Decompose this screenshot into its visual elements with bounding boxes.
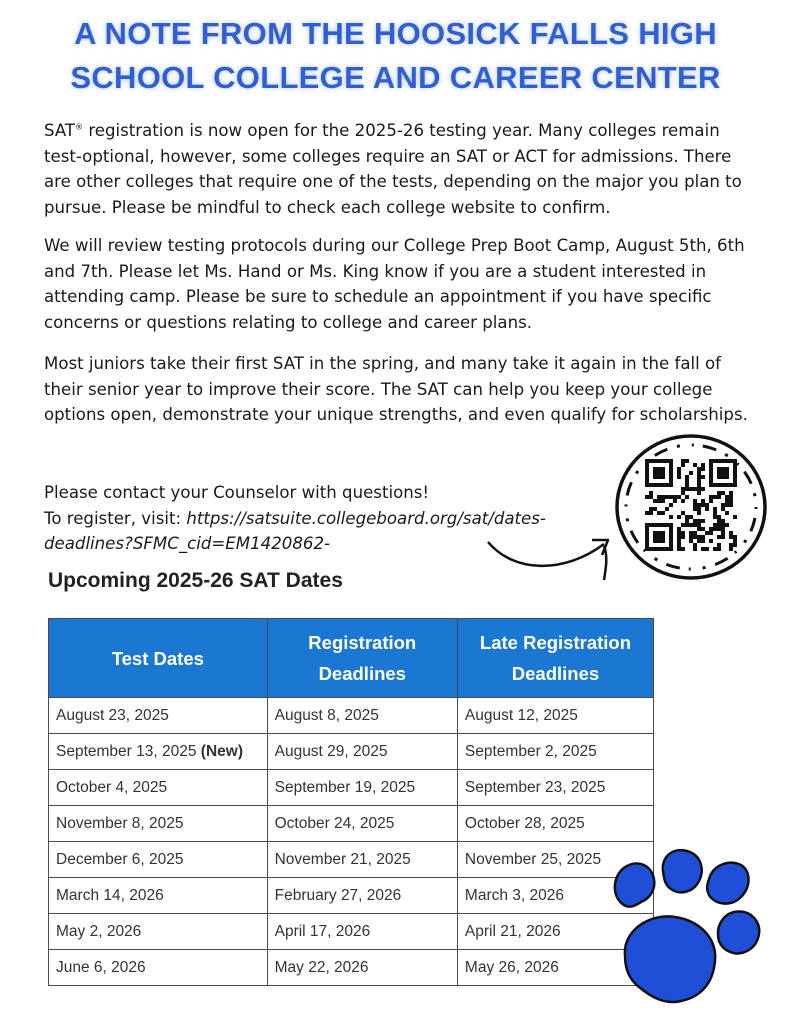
- sat-dates-table: [48, 618, 654, 986]
- test-date-cell: August 23, 2025: [49, 698, 268, 734]
- test-date-text: September 13, 2025: [56, 742, 197, 760]
- registration-deadline-cell: May 22, 2026: [267, 950, 457, 986]
- table-row: [49, 770, 654, 806]
- late-deadline-cell: October 28, 2025: [457, 806, 653, 842]
- boot-camp-paragraph: We will review testing protocols during our College Prep Boot Camp, August 5th, 6th and 7th. Please let Ms. Hand or Ms. King know if you are a student interested in attending camp. Please be sure to schedule an appointment if you have specific concerns or questions relating to college and career plans.: [44, 236, 745, 332]
- late-deadline-cell: November 25, 2025: [457, 842, 653, 878]
- table-row: [49, 698, 654, 734]
- header-registration-line1: Registration: [308, 632, 417, 653]
- sat-registration-paragraph: [44, 118, 749, 220]
- paw-print-icon: [605, 847, 765, 1012]
- late-deadline-cell: August 12, 2025: [457, 698, 653, 734]
- table-row: [49, 914, 654, 950]
- juniors-paragraph: Most juniors take their first SAT in the spring, and many take it again in the fall of their senior year to improve their score. The SAT can help you keep your college options open, demonstrate your unique strengths, and even qualify for scholarships.: [44, 354, 748, 424]
- register-link[interactable]: https://satsuite.collegeboard.org/sat/dates-deadlines?SFMC_cid=EM1420862-: [44, 508, 546, 553]
- table-row: [49, 878, 654, 914]
- sat-registration-text: registration is now open for the 2025-26 testing year. Many colleges remain test-optional, however, some colleges require an SAT or ACT for admissions. There are other colleges that require one of the tests, depending on the major you plan to pursue. Please be mindful to check each college website to confirm.: [44, 121, 742, 217]
- header-registration-deadlines: [267, 619, 457, 698]
- header-late-line1: Late Registration: [479, 632, 632, 653]
- registration-deadline-cell: February 27, 2026: [267, 878, 457, 914]
- title-line-1: A NOTE FROM THE HOOSICK FALLS HIGH: [74, 16, 717, 51]
- header-registration-line2: Deadlines: [318, 663, 406, 684]
- qr-code-badge[interactable]: [612, 432, 770, 582]
- table-row: [49, 734, 654, 770]
- registration-deadline-cell: October 24, 2025: [267, 806, 457, 842]
- test-date-cell: [49, 734, 268, 770]
- contact-text: Please contact your Counselor with questions!: [44, 483, 430, 502]
- header-test-dates: Test Dates: [49, 619, 268, 698]
- page-title: [0, 12, 791, 100]
- registration-deadline-cell: August 8, 2025: [267, 698, 457, 734]
- table-title: Upcoming 2025-26 SAT Dates: [48, 569, 343, 592]
- late-deadline-cell: April 21, 2026: [457, 914, 653, 950]
- test-date-cell: June 6, 2026: [49, 950, 268, 986]
- late-deadline-cell: September 2, 2025: [457, 734, 653, 770]
- late-deadline-cell: March 3, 2026: [457, 878, 653, 914]
- table-row: [49, 842, 654, 878]
- header-late-registration-deadlines: [457, 619, 653, 698]
- register-text: To register, visit:: [44, 508, 187, 528]
- registered-mark: ®: [75, 122, 84, 132]
- header-late-line2: Deadlines: [511, 663, 600, 684]
- sat-word: SAT: [44, 121, 76, 140]
- table-row: [49, 950, 654, 986]
- test-date-cell: November 8, 2025: [49, 806, 268, 842]
- registration-deadline-cell: April 17, 2026: [267, 914, 457, 950]
- title-line-2: SCHOOL COLLEGE AND CAREER CENTER: [70, 60, 721, 95]
- test-date-cell: December 6, 2025: [49, 842, 268, 878]
- curved-arrow-icon: [484, 528, 614, 586]
- test-date-cell: March 14, 2026: [49, 878, 268, 914]
- test-date-cell: October 4, 2025: [49, 770, 268, 806]
- registration-deadline-cell: August 29, 2025: [267, 734, 457, 770]
- new-tag: (New): [200, 742, 243, 760]
- late-deadline-cell: May 26, 2026: [457, 950, 653, 986]
- registration-deadline-cell: September 19, 2025: [267, 770, 457, 806]
- late-deadline-cell: September 23, 2025: [457, 770, 653, 806]
- table-row: [49, 806, 654, 842]
- registration-deadline-cell: November 21, 2025: [267, 842, 457, 878]
- test-date-cell: May 2, 2026: [49, 914, 268, 950]
